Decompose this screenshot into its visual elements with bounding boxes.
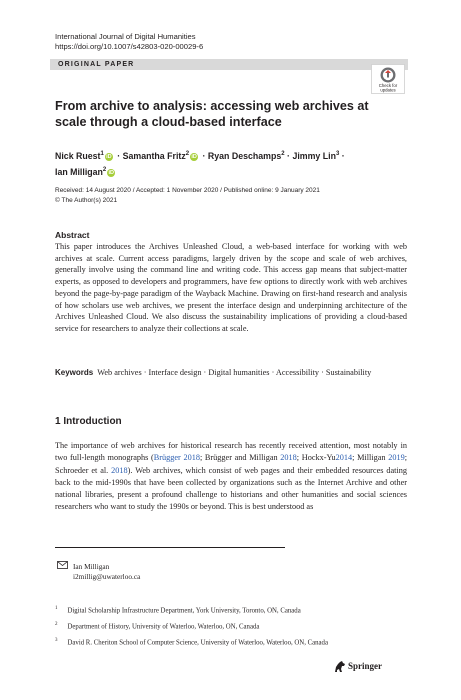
check-for-updates-badge[interactable]	[371, 64, 405, 94]
affiliation-item: $^1$ Digital Scholarship Infrastructure Department, York University, Toronto, ON, Canada	[55, 606, 301, 615]
author-name[interactable]: Nick Ruest	[55, 150, 101, 161]
orcid-icon[interactable]: iD	[108, 169, 114, 176]
citation-link[interactable]: Brügger 2018	[153, 453, 200, 463]
corresponding-author-name: Ian Milligan	[73, 562, 110, 571]
keywords-label: Keywords	[55, 368, 94, 377]
author-affiliation: 1	[100, 151, 104, 157]
author-affiliation: 3	[335, 151, 340, 157]
section-label: ORIGINAL PAPER	[58, 61, 135, 68]
journal-name: International Journal of Digital Humanities	[55, 32, 196, 41]
article-dates: Received: 14 August 2020 / Accepted: 1 November 2020 / Published online: 9 January 2021	[55, 187, 320, 194]
keywords-list: Web archives · Interface design · Digital humanities · Accessibility · Sustainability	[97, 368, 372, 377]
journal-doi[interactable]: https://doi.org/10.1007/s42803-020-00029-6	[55, 42, 204, 51]
publisher-logo-text: Springer	[348, 661, 383, 671]
orcid-icon[interactable]: iD	[106, 153, 112, 160]
author-name[interactable]: Ryan Deschamps	[207, 150, 282, 161]
copyright-notice: © The Author(s) 2021	[55, 197, 118, 204]
author-affiliation: 2	[185, 151, 190, 157]
citation-link[interactable]: 2018	[111, 465, 128, 475]
abstract-text: This paper introduces the Archives Unleashed Cloud, a web-based interface for working with web archives at scale. Current access paradigms, largely driven by the scope and scale of web archives, generally involve using the command line and writing code. This access gap means that subject-matter experts, as opposed to developers and programmers, have few options to directly work with web archives beyond the page-by-page paradigm of the Wayback Machine. Drawing on first-hand research and analysis of how scholars use web archives, we present the interface design and underpinning architecture of the Archives Unleashed Cloud. We also discuss the sustainability implications of providing a cloud-based service for researchers to analyze their collections at scale.	[55, 242, 407, 333]
journal-header	[55, 32, 203, 52]
introduction-paragraph: The importance of web archives for historical research has recently received attention, most notably in two full-length monographs (Brügger 2018; Brügger and Milligan 2018; Hockx-Yu2014; Milligan 2019; Schroeder et al. 2018). Web archives, which consist of web pages and their embedded resources dating back to the mid-1990s that have been collected by organizations such as the Internet Archive and other national libraries, present a profound challenge to historians and other humanities and social sciences researchers who want to study the 1990s or beyond. This is best understood as	[55, 441, 407, 512]
author-name[interactable]: Jimmy Lin	[292, 150, 336, 161]
article-title: From archive to analysis: accessing web archives at scale through a cloud-based interface	[55, 99, 369, 129]
check-updates-line1: Check for	[378, 83, 398, 88]
author-affiliation: 2	[102, 166, 107, 173]
affiliation-item: $^3$ David R. Cheriton School of Computer Science, University of Waterloo, Waterloo, ON, Canada	[55, 638, 328, 647]
section-heading: 1 Introduction	[55, 416, 122, 427]
citation-link[interactable]: 2019	[388, 453, 405, 463]
author-name[interactable]: Samantha Fritz	[122, 150, 186, 161]
orcid-icon[interactable]: iD	[191, 153, 197, 160]
abstract-heading: Abstract	[55, 230, 90, 240]
springer-horse-icon	[333, 660, 346, 673]
author-name[interactable]: Ian Milligan	[55, 166, 103, 177]
corresponding-author-email[interactable]: i2millig@uwaterloo.ca	[73, 572, 141, 581]
keywords	[55, 367, 407, 379]
citation-link[interactable]: 2014	[335, 453, 353, 463]
footnote-divider	[55, 547, 285, 548]
envelope-icon	[57, 561, 68, 569]
citation-link[interactable]: 2018	[280, 453, 297, 463]
affiliation-item: $^2$ Department of History, University of Waterloo, Waterloo, ON, Canada	[55, 622, 260, 631]
check-updates-line2: updates	[380, 87, 396, 93]
author-affiliation: 2	[281, 151, 285, 157]
author-list: Nick Ruest$^1$ iD · Samantha Fritz$^2$ iD · Ryan Deschamps$^2$ · Jimmy Lin$^3$ · Ian Milligan$^2$ iD	[55, 150, 345, 177]
